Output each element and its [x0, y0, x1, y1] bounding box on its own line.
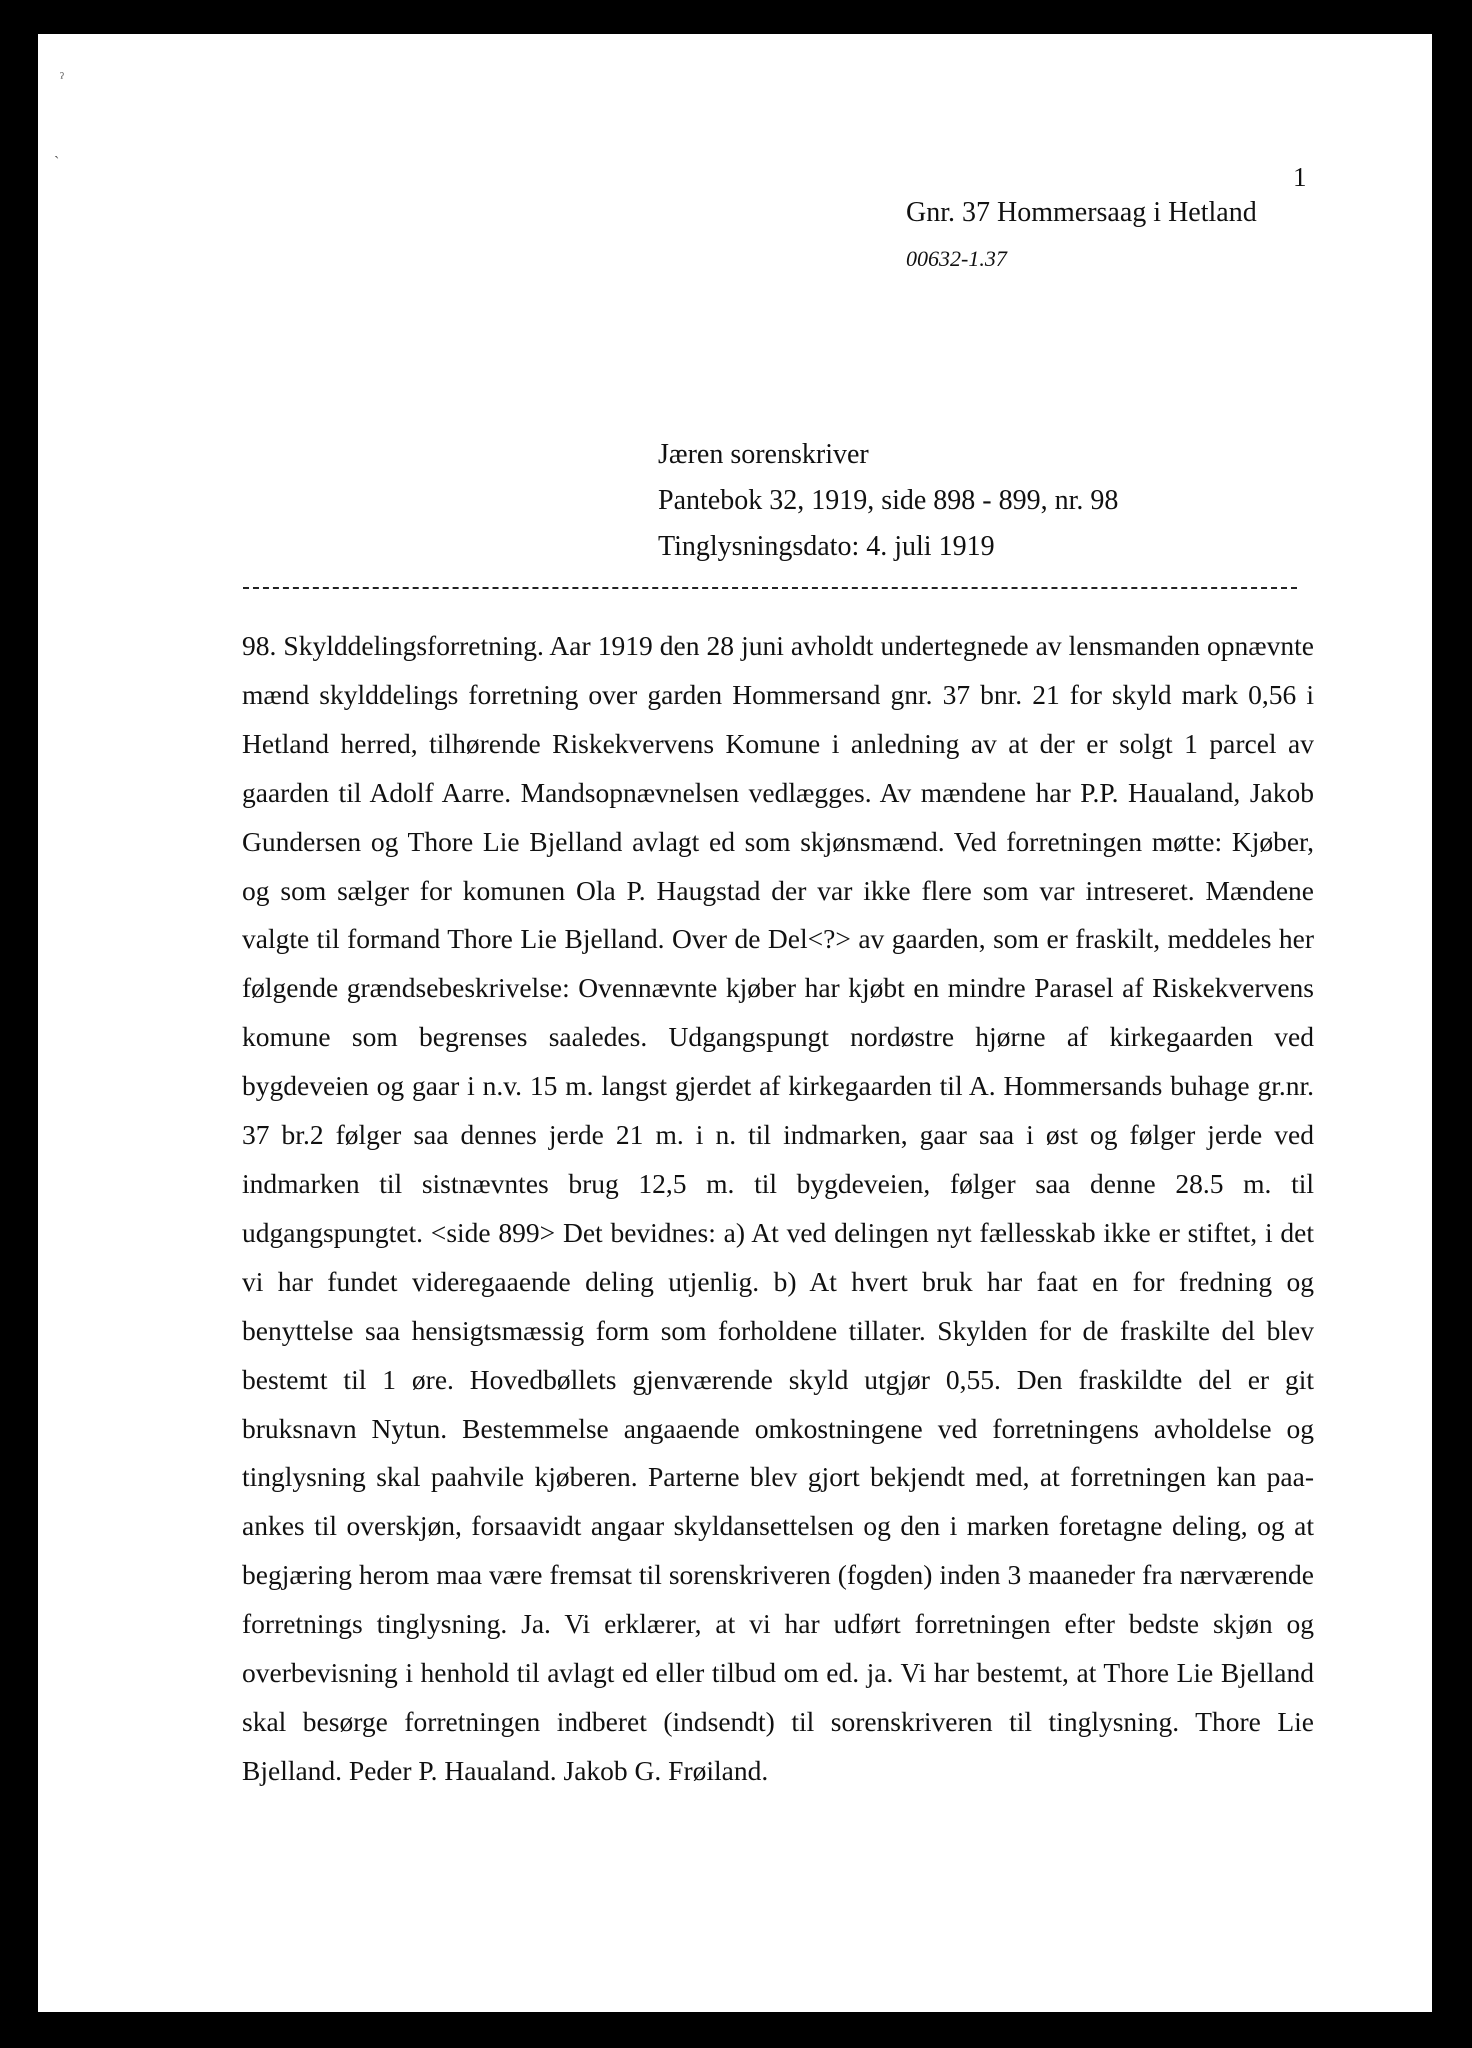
- record-header: [658, 432, 1118, 570]
- farm-title: Gnr. 37 Hommersaag i Hetland: [906, 197, 1257, 228]
- dashed-divider: [243, 587, 1297, 589]
- scan-mark: ˎ: [54, 142, 60, 159]
- court-office: Jæren sorenskriver: [658, 439, 869, 470]
- document-page: [38, 34, 1432, 2012]
- archive-reference: 00632-1.37: [906, 246, 1007, 271]
- transcription-body: 98. Skylddelingsforretning. Aar 1919 den 28 juni avholdt undertegnede av lensmanden opnævnte mænd skylddelings forretning over garden Hommersand gnr. 37 bnr. 21 for skyld mark 0,56 i Hetland herred, tilhørende Riskekvervens Komune i anledning av at der er solgt 1 parcel av gaarden til Adolf Aarre. Mandsopnævnelsen vedlægges. Av mændene har P.P. Haualand, Jakob Gundersen og Thore Lie Bjelland avlagt ed som skjønsmænd. Ved forretningen møtte: Kjøber, og som sælger for komunen Ola P. Haugstad der var ikke flere som var intreseret. Mændene valgte til formand Thore Lie Bjelland. Over de Del<?> av gaarden, som er fraskilt, meddeles her følgende grændsebeskrivelse: Ovennævnte kjøber har kjøbt en mindre Parasel af Riskekvervens komune som begrenses saaledes. Udgangspungt nordøstre hjørne af kirkegaarden ved bygdeveien og gaar i n.v. 15 m. langst gjerdet af kirkegaarden til A. Hommersands buhage gr.nr. 37 br.2 følger saa dennes jerde 21 m. i n. til indmarken, gaar saa i øst og følger jerde ved indmarken til sistnævntes brug 12,5 m. til bygdeveien, følger saa denne 28.5 m. til udgangspungtet. <side 899> Det bevidnes: a) At ved delingen nyt fællesskab ikke er stiftet, i det vi har fundet videregaaende deling utjenlig. b) At hvert bruk har faat en for fredning og benyttelse saa hensigtsmæssig form som forholdene tillater. Skylden for de fraskilte del blev bestemt til 1 øre. Hovedbøllets gjenværende skyld utgjør 0,55. Den fraskildte del er git bruksnavn Nytun. Bestemmelse angaaende omkostningene ved forretningens avholdelse og tinglysning skal paahvile kjøberen. Parterne blev gjort bekjendt med, at forretningen kan paa-ankes til overskjøn, forsaavidt angaar skyldansettelsen og den i marken foretagne deling, og at begjæring herom maa være fremsat til sorenskriveren (fogden) inden 3 maaneder fra nærværende forretnings tinglysning. Ja. Vi erklærer, at vi har udført forretningen efter bedste skjøn og overbevisning i henhold til avlagt ed eller tilbud om ed. ja. Vi har bestemt, at Thore Lie Bjelland skal besørge forretningen indberet (indsendt) til sorenskriveren til tinglysning. Thore Lie Bjelland. Peder P. Haualand. Jakob G. Frøiland.: [242, 630, 1314, 1786]
- page-number: 1: [1293, 162, 1307, 192]
- registration-date: Tinglysningsdato: 4. juli 1919: [658, 531, 995, 562]
- scan-mark: ˀ: [60, 70, 64, 87]
- mortgage-book-ref: Pantebok 32, 1919, side 898 - 899, nr. 98: [658, 485, 1119, 516]
